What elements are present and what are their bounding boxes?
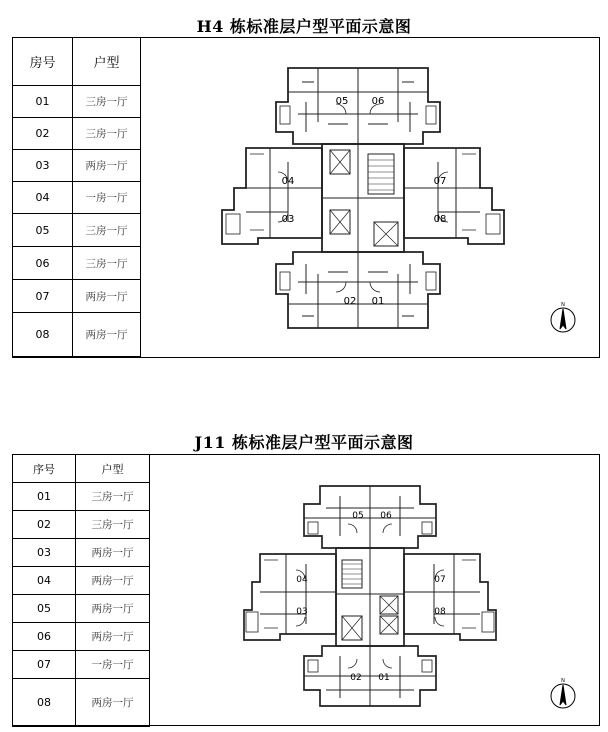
j11-compass-icon [548,676,578,710]
j11-right-wing [404,554,496,640]
h4-label-08: 08 [433,214,447,225]
j11-label-01: 01 [378,673,390,683]
j11-label-04: 04 [296,575,308,585]
table-row [13,182,141,214]
unit-type-header: 户型 [73,38,141,86]
h4-label-06: 06 [371,96,385,107]
h4-label-01: 01 [371,296,385,307]
room-number: 03 [13,150,73,182]
room-number-header: 房号 [13,38,73,86]
unit-type: 三房一厅 [73,247,141,280]
h4-label-07: 07 [433,176,447,187]
unit-type: 一房一厅 [76,651,150,679]
serial-number: 04 [13,567,76,595]
serial-number: 05 [13,595,76,623]
unit-type: 两房一厅 [76,679,150,727]
unit-type: 三房一厅 [73,214,141,247]
room-number: 01 [13,86,73,118]
room-number: 06 [13,247,73,280]
j11-label-02: 02 [350,673,362,683]
j11-label-03: 03 [296,607,308,617]
serial-number: 07 [13,651,76,679]
table-row [13,86,141,118]
serial-number: 03 [13,539,76,567]
table-row [13,483,150,511]
h4-label-03: 03 [281,214,295,225]
j11-label-07: 07 [434,575,446,585]
h4-right-wing [404,148,504,244]
room-number: 05 [13,214,73,247]
room-number: 08 [13,313,73,357]
unit-type: 三房一厅 [73,118,141,150]
serial-number-header: 序号 [13,455,76,483]
j11-top-wing [304,486,436,548]
table-row [13,511,150,539]
h4-floor-plan [218,62,508,334]
unit-type: 两房一厅 [73,150,141,182]
serial-number: 06 [13,623,76,651]
unit-type: 两房一厅 [76,539,150,567]
table-row [13,280,141,313]
table-row [13,539,150,567]
table-header-row [13,455,150,483]
unit-type: 三房一厅 [76,483,150,511]
table-row [13,150,141,182]
j11-compass-label: N [561,678,565,684]
h4-section-title: H4 栋标准层户型平面示意图 [196,17,412,36]
j11-section-title: J11 栋标准层户型平面示意图 [194,433,414,452]
h4-bottom-wing [276,252,440,328]
j11-core [336,548,404,646]
table-row [13,313,141,357]
h4-label-05: 05 [335,96,349,107]
h4-label-02: 02 [343,296,357,307]
table-row [13,247,141,280]
room-number: 02 [13,118,73,150]
h4-top-wing [276,68,440,144]
table-row [13,214,141,247]
unit-type: 一房一厅 [73,182,141,214]
unit-type-header: 户型 [76,455,150,483]
j11-floor-plan [240,484,500,710]
unit-type: 两房一厅 [76,623,150,651]
serial-number: 01 [13,483,76,511]
room-number: 04 [13,182,73,214]
table-row [13,118,141,150]
serial-number: 08 [13,679,76,727]
unit-type: 两房一厅 [73,313,141,357]
j11-bottom-wing [304,646,436,706]
h4-left-wing [222,148,322,244]
unit-type: 两房一厅 [73,280,141,313]
table-header-row [13,38,141,86]
unit-type: 两房一厅 [76,567,150,595]
table-row [13,679,150,727]
j11-unit-table [12,454,150,727]
h4-unit-table [12,37,141,357]
table-row [13,595,150,623]
h4-core [322,144,404,252]
j11-label-05: 05 [352,511,364,521]
table-row [13,567,150,595]
unit-type: 三房一厅 [73,86,141,118]
table-row [13,623,150,651]
j11-label-08: 08 [434,607,446,617]
h4-label-04: 04 [281,176,295,187]
room-number: 07 [13,280,73,313]
table-row [13,651,150,679]
j11-left-wing [244,554,336,640]
h4-compass-label: N [561,302,565,308]
unit-type: 三房一厅 [76,511,150,539]
serial-number: 02 [13,511,76,539]
j11-label-06: 06 [380,511,392,521]
unit-type: 两房一厅 [76,595,150,623]
h4-compass-icon [548,300,578,334]
